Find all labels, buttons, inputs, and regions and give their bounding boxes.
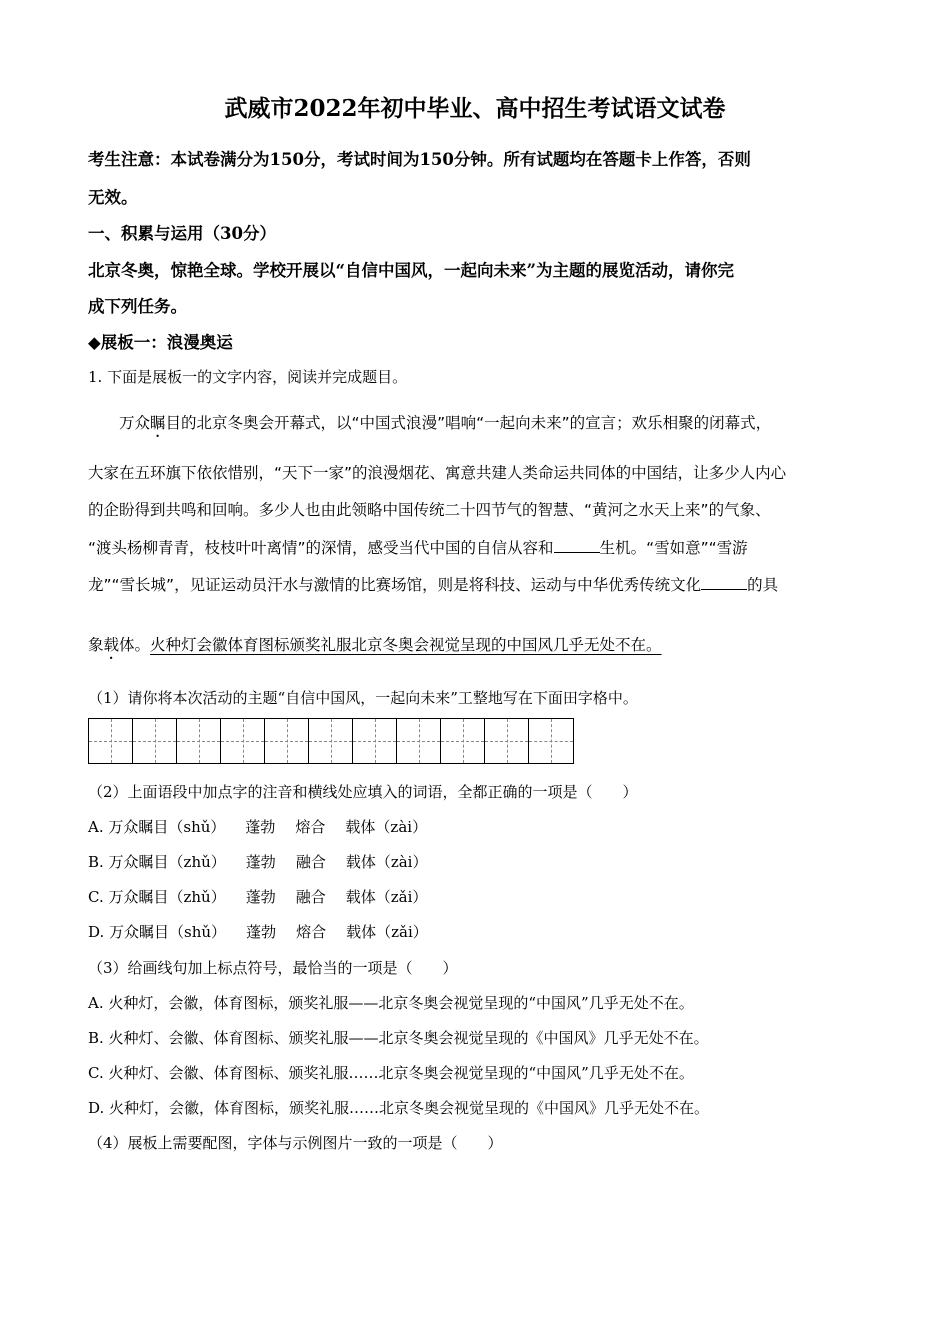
sub2-option-b bbox=[88, 851, 427, 872]
passage-line-1 bbox=[119, 411, 771, 441]
option-word: A. 万众瞩目（shǔ） bbox=[88, 818, 226, 836]
dotted-char: 载 bbox=[103, 636, 120, 654]
option-word: 蓬勃 bbox=[246, 923, 277, 941]
subquestion-4: （4）展板上需要配图，字体与示例图片一致的一项是（ ） bbox=[88, 1134, 503, 1152]
subquestion-3: （3）给画线句加上标点符号，最恰当的一项是（ ） bbox=[88, 959, 458, 977]
passage-text: 龙”“雪长城”，见证运动员汗水与激情的比赛场馆，则是将科技、运动与中华优秀传统文化 bbox=[88, 576, 702, 594]
fill-blank-2 bbox=[701, 575, 747, 590]
option-word: 熔合 bbox=[296, 923, 327, 941]
option-word: 蓬勃 bbox=[245, 853, 276, 871]
sub3-option-b: B. 火种灯、会徽、体育图标、颁奖礼服——北京冬奥会视觉呈现的《中国风》几乎无处不在。 bbox=[88, 1029, 709, 1047]
grid-cell bbox=[133, 719, 177, 763]
sub3-option-c: C. 火种灯、会徽、体育图标、颁奖礼服……北京冬奥会视觉呈现的“中国风”几乎无处不在。 bbox=[88, 1064, 694, 1082]
option-word: 载体（zǎi） bbox=[346, 923, 428, 941]
grid-cell bbox=[529, 719, 573, 763]
exam-title: 武威市2022年初中毕业、高中招生考试语文试卷 bbox=[224, 95, 726, 122]
section-heading: 一、积累与运用（30分） bbox=[88, 224, 276, 243]
option-word: 载体（zǎi） bbox=[345, 888, 428, 906]
grid-cell bbox=[221, 719, 265, 763]
subquestion-1: （1）请你将本次活动的主题“自信中国风，一起向未来”工整地写在下面田字格中。 bbox=[88, 689, 638, 707]
tianzige-grid bbox=[88, 718, 574, 764]
sub3-option-d: D. 火种灯，会徽，体育图标，颁奖礼服……北京冬奥会视觉呈现的《中国风》几乎无处不在。 bbox=[88, 1099, 710, 1117]
option-word: 熔合 bbox=[295, 818, 326, 836]
sub3-option-a: A. 火种灯，会徽，体育图标，颁奖礼服——北京冬奥会视觉呈现的“中国风”几乎无处不在。 bbox=[88, 994, 694, 1012]
passage-line-6 bbox=[88, 633, 662, 663]
grid-cell bbox=[177, 719, 221, 763]
underlined-sentence: 火种灯会徽体育图标颁奖礼服北京冬奥会视觉呈现的中国风几乎无处不在。 bbox=[150, 636, 662, 654]
notice-line-1: 考生注意：本试卷满分为150分，考试时间为150分钟。所有试题均在答题卡上作答，否则 bbox=[88, 150, 751, 169]
notice-line-2: 无效。 bbox=[88, 188, 138, 207]
option-word: 载体（zài） bbox=[345, 853, 428, 871]
sub2-option-d bbox=[88, 921, 428, 942]
passage-text: 生机。“雪如意”“雪游 bbox=[599, 539, 748, 557]
option-word: 融合 bbox=[295, 853, 326, 871]
passage-text: 体。 bbox=[119, 636, 151, 654]
passage-text: 目的北京冬奥会开幕式，以“中国式浪漫”唱响“一起向未来”的宣言；欢乐相聚的闭幕式， bbox=[165, 414, 772, 432]
passage-text: 万众 bbox=[119, 414, 151, 432]
sub2-option-a bbox=[88, 816, 427, 837]
sub2-option-c bbox=[88, 886, 427, 907]
passage-line-4 bbox=[88, 536, 748, 558]
grid-cell bbox=[397, 719, 441, 763]
passage-text: “渡头杨柳青青，枝枝叶叶离情”的深情，感受当代中国的自信从容和 bbox=[88, 539, 554, 557]
passage-line-3: 的企盼得到共鸣和回响。多少人也由此领略中国传统二十四节气的智慧、“黄河之水天上来”的气象、 bbox=[88, 501, 771, 519]
grid-cell bbox=[89, 719, 133, 763]
option-word: B. 万众瞩目（zhǔ） bbox=[88, 853, 226, 871]
dotted-char: 瞩 bbox=[150, 414, 166, 432]
grid-cell bbox=[353, 719, 397, 763]
passage-text: 的具 bbox=[747, 576, 779, 594]
grid-cell bbox=[309, 719, 353, 763]
passage-line-2: 大家在五环旗下依依惜别，“天下一家”的浪漫烟花、寓意共建人类命运共同体的中国结，让多少人内心 bbox=[88, 464, 787, 482]
question-1-stem: 1. 下面是展板一的文字内容，阅读并完成题目。 bbox=[88, 368, 408, 386]
passage-text: 象 bbox=[88, 636, 104, 654]
passage-line-5 bbox=[88, 573, 778, 595]
intro-line-1: 北京冬奥，惊艳全球。学校开展以“自信中国风，一起向未来”为主题的展览活动，请你完 bbox=[88, 261, 734, 280]
fill-blank-1 bbox=[554, 538, 600, 553]
grid-cell bbox=[485, 719, 529, 763]
option-word: 蓬勃 bbox=[245, 818, 276, 836]
grid-cell bbox=[441, 719, 485, 763]
option-word: 融合 bbox=[295, 888, 326, 906]
intro-line-2: 成下列任务。 bbox=[88, 297, 187, 316]
subquestion-2: （2）上面语段中加点字的注音和横线处应填入的词语，全都正确的一项是（ ） bbox=[88, 783, 638, 801]
option-word: 载体（zài） bbox=[345, 818, 428, 836]
option-word: D. 万众瞩目（shǔ） bbox=[88, 923, 227, 941]
grid-cell bbox=[265, 719, 309, 763]
option-word: C. 万众瞩目（zhǔ） bbox=[88, 888, 226, 906]
option-word: 蓬勃 bbox=[245, 888, 276, 906]
board-heading: ◆展板一：浪漫奥运 bbox=[88, 333, 233, 352]
